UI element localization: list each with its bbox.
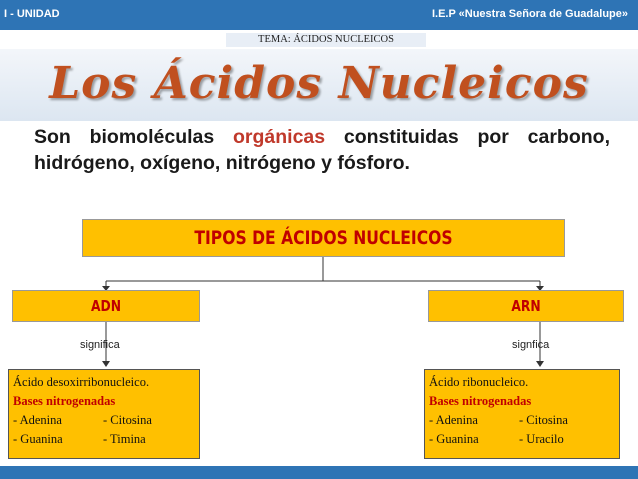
intro-after: constituidas por carbono, hidrógeno, oxígeno, nitrógeno y fósforo.: [34, 126, 610, 174]
arn-base: - Guanina: [429, 432, 479, 446]
footer-bar: [0, 466, 638, 479]
topic-label: TEMA: ÁCIDOS NUCLEICOS: [226, 33, 426, 47]
arn-base: - Citosina: [519, 413, 568, 427]
arn-description: [424, 369, 620, 459]
adn-connector-label: significa: [80, 339, 120, 351]
adn-bases-title: Bases nitrogenadas: [13, 394, 116, 408]
arn-bases-row: [429, 411, 615, 430]
arn-connector-label: signfica: [512, 339, 550, 351]
arn-bases-row: [429, 430, 615, 449]
adn-description: [8, 369, 200, 459]
arn-meaning: Ácido ribonucleico.: [429, 375, 529, 389]
page-title: Los Ácidos Nucleicos: [49, 58, 589, 109]
types-label: TIPOS DE ÁCIDOS NUCLEICOS: [194, 227, 453, 249]
adn-box: [12, 290, 200, 322]
adn-base: - Guanina: [13, 432, 63, 446]
arn-base: - Uracilo: [519, 432, 564, 446]
adn-base: - Adenina: [13, 413, 62, 427]
adn-label: ADN: [90, 297, 122, 315]
intro-highlight: orgánicas: [232, 126, 326, 148]
adn-bases-row: [13, 411, 195, 430]
arn-base: - Adenina: [429, 413, 478, 427]
intro-before: Son biomoléculas: [34, 126, 233, 148]
adn-meaning: Ácido desoxirribonucleico.: [13, 375, 150, 389]
arn-bases-title: Bases nitrogenadas: [429, 394, 532, 408]
arn-box: [428, 290, 624, 322]
adn-base: - Citosina: [103, 413, 152, 427]
arn-label: ARN: [511, 297, 541, 315]
unit-label: I - UNIDAD: [4, 8, 60, 20]
school-name: I.E.P «Nuestra Señora de Guadalupe»: [431, 8, 628, 20]
adn-base: - Timina: [103, 432, 146, 446]
adn-bases-row: [13, 430, 195, 449]
types-box: [82, 219, 565, 257]
